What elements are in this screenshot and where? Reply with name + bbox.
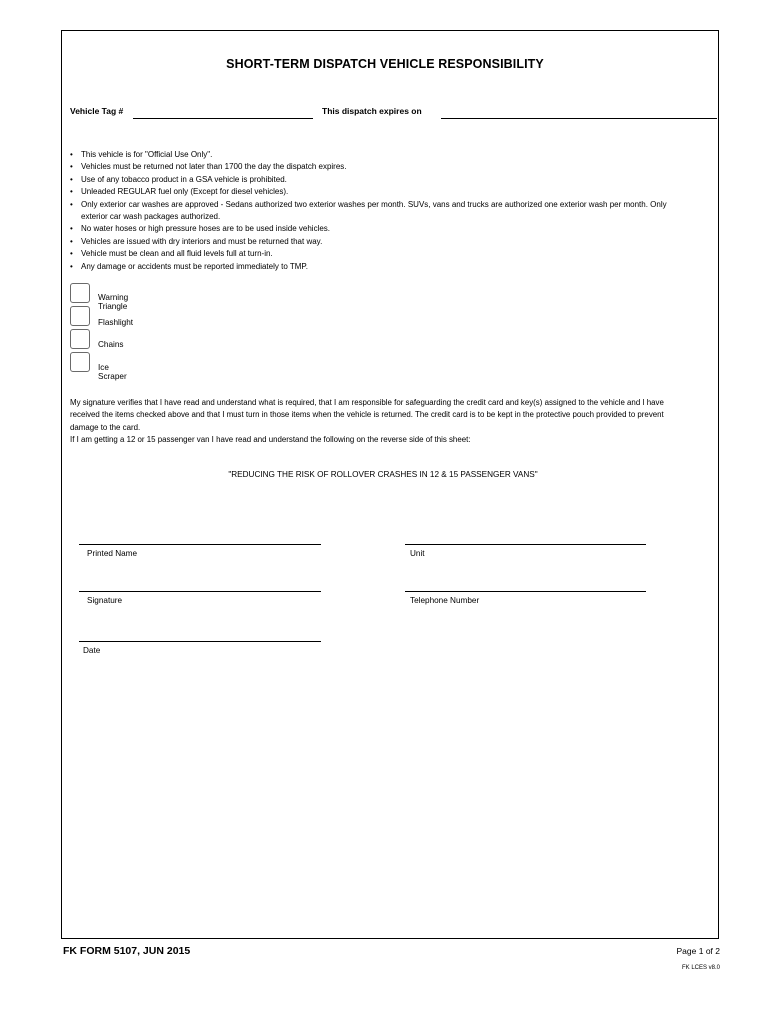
vehicle-tag-field[interactable]: [133, 118, 313, 119]
signature-field[interactable]: [79, 591, 321, 592]
printed-name-label: Printed Name: [87, 549, 138, 558]
unit-field[interactable]: [405, 544, 646, 545]
statement-text: My signature verifies that I have read and understand what is required, that I am responsible for safeguarding the credit card and key(s) assigned to the vehicle and I have received the items checked above and that I must turn in those items when the vehicle is returned. The credit card is to be kept in the protective pouch provided to prevent damage to the card.: [70, 398, 664, 432]
page-number: Page 1 of 2: [676, 946, 720, 956]
signature-label: Signature: [87, 596, 123, 605]
date-field[interactable]: [79, 641, 321, 642]
flashlight-checkbox[interactable]: [70, 306, 90, 326]
form-title: SHORT-TERM DISPATCH VEHICLE RESPONSIBILITY: [226, 57, 544, 71]
date-label: Date: [83, 646, 101, 655]
telephone-field[interactable]: [405, 591, 646, 592]
rule-item: • Any damage or accidents must be reported immediately to TMP.: [70, 261, 690, 273]
checklist-label: Ice Scraper: [98, 363, 127, 381]
expires-field[interactable]: [441, 118, 717, 119]
form-version: FK LCES v8.0: [681, 965, 720, 971]
checklist-label: Flashlight: [98, 318, 134, 327]
signature-statement: [70, 397, 690, 447]
unit-label: Unit: [410, 549, 425, 558]
rule-item: • No water hoses or high pressure hoses are to be used inside vehicles.: [70, 223, 690, 235]
rule-item: • Vehicles must be returned not later than 1700 the day the dispatch expires.: [70, 161, 690, 173]
vehicle-tag-label: Vehicle Tag #: [70, 106, 124, 116]
rule-item: • Use of any tobacco product in a GSA vehicle is prohibited.: [70, 174, 690, 186]
rule-item: • Vehicle must be clean and all fluid levels full at turn-in.: [70, 248, 690, 260]
rule-item: • Vehicles are issued with dry interiors and must be returned that way.: [70, 236, 690, 248]
telephone-label: Telephone Number: [410, 596, 480, 605]
ice-scraper-checkbox[interactable]: [70, 352, 90, 372]
expires-label: This dispatch expires on: [322, 106, 422, 116]
rule-item: • Unleaded REGULAR fuel only (Except for diesel vehicles).: [70, 186, 690, 198]
printed-name-field[interactable]: [79, 544, 321, 545]
rule-item: • Only exterior car washes are approved - Sedans authorized two exterior washes per month. SUVs, vans and trucks are authorized one exterior wash per month. Only exterior car wash packages authorized.: [70, 199, 690, 224]
chains-checkbox[interactable]: [70, 329, 90, 349]
checklist-label: Warning Triangle: [98, 293, 129, 311]
checklist-label: Chains: [98, 340, 124, 349]
warning-triangle-checkbox[interactable]: [70, 283, 90, 303]
statement-van-text: If I am getting a 12 or 15 passenger van I have read and understand the following on the reverse side of this sheet:: [70, 435, 471, 445]
rollover-quote: "REDUCING THE RISK OF ROLLOVER CRASHES IN 12 & 15 PASSENGER VANS": [228, 470, 538, 479]
form-id: FK FORM 5107, JUN 2015: [63, 945, 191, 957]
rules-list: [70, 149, 690, 273]
rule-item: • This vehicle is for "Official Use Only".: [70, 149, 690, 161]
